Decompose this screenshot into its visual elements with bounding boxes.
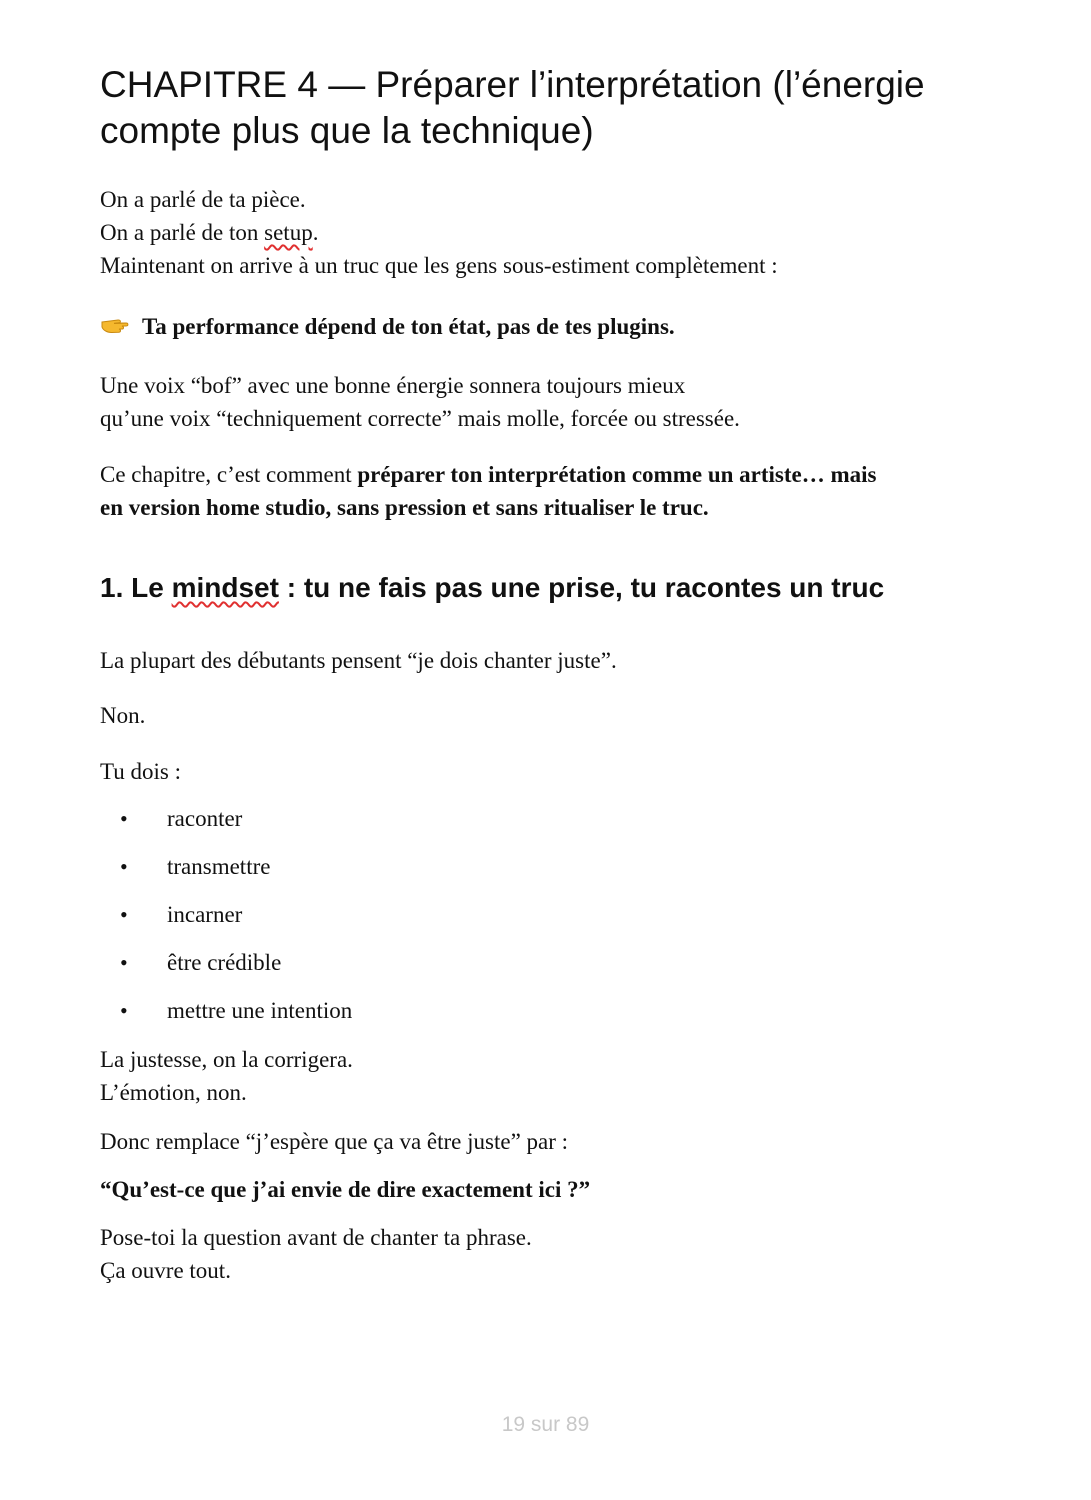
bullet-marker: • bbox=[120, 806, 128, 831]
voice-line-2: qu’une voix “techniquement correcte” mais molle, forcée ou stressée. bbox=[100, 406, 740, 431]
document-page: CHAPITRE 4 — Préparer l’interprétation (l’énergie compte plus que la technique) On a parlé de ta pièce. On a parlé de ton setup. Maintenant on arrive à un truc que les gens sous-estiment complètement : Ta performance dépend de ton état, pas de tes plugins. Une voix “bof” avec une bonne énergie sonnera toujours mieux qu’une voix “techniquement correcte” mais molle, forcée ou stressée. Ce chapitre, c’est comment préparer ton interprétation comme un artiste… mais en version home studio, sans pression et sans ritualiser le truc. 1. Le mindset : tu ne fais pas une prise, tu racontes un truc La plupart des débutants pensent “je dois chanter juste”. Non. Tu dois : • raconter • transmettre • incarner • être crédible • mettre une intention La justesse, on la corrigera. L’émotion, non. Donc remplace “j’espère que ça va être juste” par : “Qu’est-ce que j’ai envie de dire exactement ici ?” Pose-toi la question avant de chanter ta phrase. Ça ouvre tout. 19 sur 89 bbox=[0, 0, 1091, 1500]
pose-paragraph bbox=[100, 1221, 1000, 1287]
chapter-paragraph-bold-2: en version home studio, sans pression et sans ritualiser le truc. bbox=[100, 495, 709, 520]
chapter-title-line-2: compte plus que la technique) bbox=[100, 110, 594, 151]
section-heading-1: 1. Le mindset : tu ne fais pas une prise, tu racontes un truc bbox=[100, 572, 885, 603]
beginners-paragraph: La plupart des débutants pensent “je dois chanter juste”. bbox=[100, 648, 617, 673]
pointing-hand-icon bbox=[100, 313, 132, 337]
chapter-paragraph bbox=[100, 458, 1000, 524]
pose-line-1: Pose-toi la question avant de chanter ta phrase. bbox=[100, 1225, 532, 1250]
donc-paragraph: Donc remplace “j’espère que ça va être juste” par : bbox=[100, 1129, 569, 1154]
chapter-title-line-1: CHAPITRE 4 — Préparer l’interprétation (l’énergie bbox=[100, 64, 925, 105]
pose-line-2: Ça ouvre tout. bbox=[100, 1258, 231, 1283]
justesse-paragraph bbox=[100, 1043, 1000, 1109]
bullet-marker: • bbox=[120, 854, 128, 879]
intro-line-1: On a parlé de ta pièce. bbox=[100, 187, 306, 212]
voice-paragraph bbox=[100, 369, 1000, 435]
page-number: 19 sur 89 bbox=[501, 1413, 590, 1436]
intro-line-3: Maintenant on arrive à un truc que les gens sous-estiment complètement : bbox=[100, 253, 778, 278]
chapter-title bbox=[100, 62, 1000, 154]
chapter-paragraph-lead: Ce chapitre, c’est comment bbox=[100, 462, 358, 487]
spellcheck-word-mindset[interactable]: mindset bbox=[171, 572, 279, 603]
spellcheck-word-setup[interactable]: setup bbox=[264, 220, 313, 245]
bullet-marker: • bbox=[120, 950, 128, 975]
callout-text: Ta performance dépend de ton état, pas de tes plugins. bbox=[142, 314, 675, 339]
justesse-line-1: La justesse, on la corrigera. bbox=[100, 1047, 353, 1072]
bullet-marker: • bbox=[120, 902, 128, 927]
bullet-marker: • bbox=[120, 998, 128, 1023]
intro-line-2: On a parlé de ton setup. bbox=[100, 220, 319, 245]
quote-paragraph: “Qu’est-ce que j’ai envie de dire exactement ici ?” bbox=[100, 1177, 591, 1202]
voice-line-1: Une voix “bof” avec une bonne énergie sonnera toujours mieux bbox=[100, 373, 686, 398]
callout-paragraph bbox=[100, 310, 1000, 343]
non-paragraph: Non. bbox=[100, 703, 146, 728]
justesse-line-2: L’émotion, non. bbox=[100, 1080, 247, 1105]
tu-dois-paragraph: Tu dois : bbox=[100, 759, 181, 784]
chapter-paragraph-bold-1: préparer ton interprétation comme un artiste… mais bbox=[357, 462, 877, 487]
intro-paragraph bbox=[100, 183, 1000, 282]
